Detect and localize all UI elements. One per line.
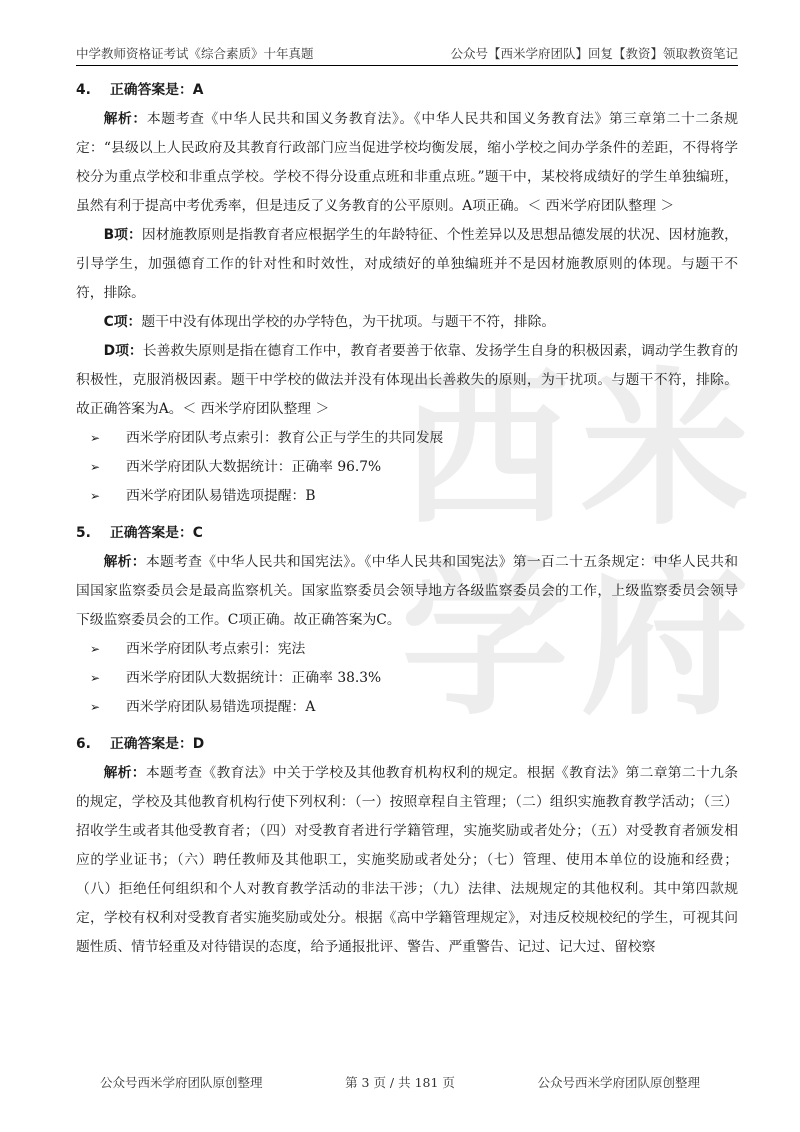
analysis-label: 解析：	[103, 765, 146, 781]
option-label: D项：	[103, 343, 143, 359]
note-text: 西米学府团队大数据统计：正确率 38.3%	[126, 670, 382, 686]
header-promo: 公众号【西米学府团队】回复【教资】领取教资笔记	[450, 46, 738, 61]
arrowhead-bullet-icon: ➢	[90, 642, 101, 656]
answer-title: 正确答案是：D	[110, 736, 205, 752]
analysis-paragraph	[76, 548, 738, 635]
note-text: 西米学府团队考点索引：教育公正与学生的共同发展	[126, 430, 444, 446]
option-text: 题干中没有体现出学校的办学特色，为干扰项。与题干不符，排除。	[141, 314, 556, 330]
list-item	[90, 664, 738, 693]
list-item	[90, 453, 738, 482]
question-number: 5.	[76, 525, 91, 541]
option-label: C项：	[103, 314, 142, 330]
list-item	[90, 693, 738, 722]
q5-notes-list	[76, 635, 738, 722]
analysis-text: 本题考查《中华人民共和国义务教育法》。《中华人民共和国义务教育法》第三章第二十二条规定：“县级以上人民政府及其教育行政部门应当促进学校均衡发展，缩小学校之间办学条件的差距，不得将学校分为重点学校和非重点学校。学校不得分设重点班和非重点班。”题干中，某校将成绩好的学生单独编班，虽然有利于提高中考优秀率，但是违反了义务教育的公平原则。A项正确。＜ 西米学府团队整理 ＞	[76, 111, 739, 214]
analysis-label: 解析：	[103, 111, 147, 127]
watermark-char: 西	[401, 352, 569, 548]
analysis-paragraph	[76, 105, 738, 221]
answer-heading-q5	[76, 519, 738, 548]
note-text: 西米学府团队大数据统计：正确率 96.7%	[126, 459, 382, 475]
arrowhead-bullet-icon: ➢	[90, 431, 101, 445]
q4-notes-list	[76, 424, 738, 511]
arrowhead-bullet-icon: ➢	[90, 671, 101, 685]
answer-heading-q6	[76, 730, 738, 759]
page-footer	[100, 1073, 700, 1091]
page-number: 第 3 页 / 共 181 页	[345, 1075, 455, 1090]
option-label: B项：	[103, 227, 142, 243]
answer-title: 正确答案是：A	[110, 82, 204, 98]
option-text: 因材施教原则是指教育者应根据学生的年龄特征、个性差异以及思想品德发展的状况、因材施教，引导学生，加强德育工作的针对性和时效性，对成绩好的单独编班并不是因材施教原则的体现。与题干不符，排除。	[76, 227, 738, 301]
option-c-paragraph	[76, 308, 738, 337]
analysis-paragraph	[76, 759, 738, 962]
arrowhead-bullet-icon: ➢	[90, 489, 101, 503]
page-header	[76, 40, 738, 66]
question-number: 6.	[76, 736, 91, 752]
option-text: 长善救失原则是指在德育工作中，教育者要善于依靠、发扬学生自身的积极因素，调动学生教育的积极性，克服消极因素。题干中学校的做法并没有体现出长善救失的原则，为干扰项。与题干不符，排除。故正确答案为A。＜ 西米学府团队整理 ＞	[76, 343, 738, 417]
answer-title: 正确答案是：C	[110, 525, 203, 541]
footer-right: 公众号西米学府团队原创整理	[537, 1075, 700, 1090]
watermark-char: 府	[581, 542, 749, 738]
watermark-char: 米	[581, 352, 749, 548]
note-text: 西米学府团队易错选项提醒：A	[126, 699, 316, 715]
option-d-paragraph	[76, 337, 738, 424]
question-number: 4.	[76, 82, 91, 98]
note-text: 西米学府团队考点索引：宪法	[126, 641, 306, 657]
analysis-label: 解析：	[103, 554, 146, 570]
footer-left: 公众号西米学府团队原创整理	[100, 1075, 263, 1090]
page-content	[76, 76, 738, 962]
list-item	[90, 482, 738, 511]
list-item	[90, 424, 738, 453]
option-b-paragraph	[76, 221, 738, 308]
analysis-text: 本题考查《教育法》中关于学校及其他教育机构权利的规定。根据《教育法》第二章第二十九条的规定，学校及其他教育机构行使下列权利：（一）按照章程自主管理；（二）组织实施教育教学活动；（三）招收学生或者其他受教育者；（四）对受教育者进行学籍管理，实施奖励或者处分；（五）对受教育者颁发相应的学业证书；（六）聘任教师及其他职工，实施奖励或者处分；（七）管理、使用本单位的设施和经费；（八）拒绝任何组织和个人对教育教学活动的非法干涉；（九）法律、法规规定的其他权利。其中第四款规定，学校有权利对受教育者实施奖励或处分。根据《高中学籍管理规定》，对违反校规校纪的学生，可视其问题性质、情节轻重及对待错误的态度，给予通报批评、警告、严重警告、记过、记大过、留校察	[76, 765, 739, 955]
list-item	[90, 635, 738, 664]
analysis-text: 本题考查《中华人民共和国宪法》。《中华人民共和国宪法》第一百二十五条规定：中华人民共和国国家监察委员会是最高监察机关。国家监察委员会领导地方各级监察委员会的工作，上级监察委员会领导下级监察委员会的工作。C项正确。故正确答案为C。	[76, 554, 738, 628]
arrowhead-bullet-icon: ➢	[90, 700, 101, 714]
answer-heading-q4	[76, 76, 738, 105]
watermark-char: 学	[401, 542, 569, 738]
header-title: 中学教师资格证考试《综合素质》十年真题	[76, 46, 314, 61]
note-text: 西米学府团队易错选项提醒：B	[126, 488, 316, 504]
arrowhead-bullet-icon: ➢	[90, 460, 101, 474]
